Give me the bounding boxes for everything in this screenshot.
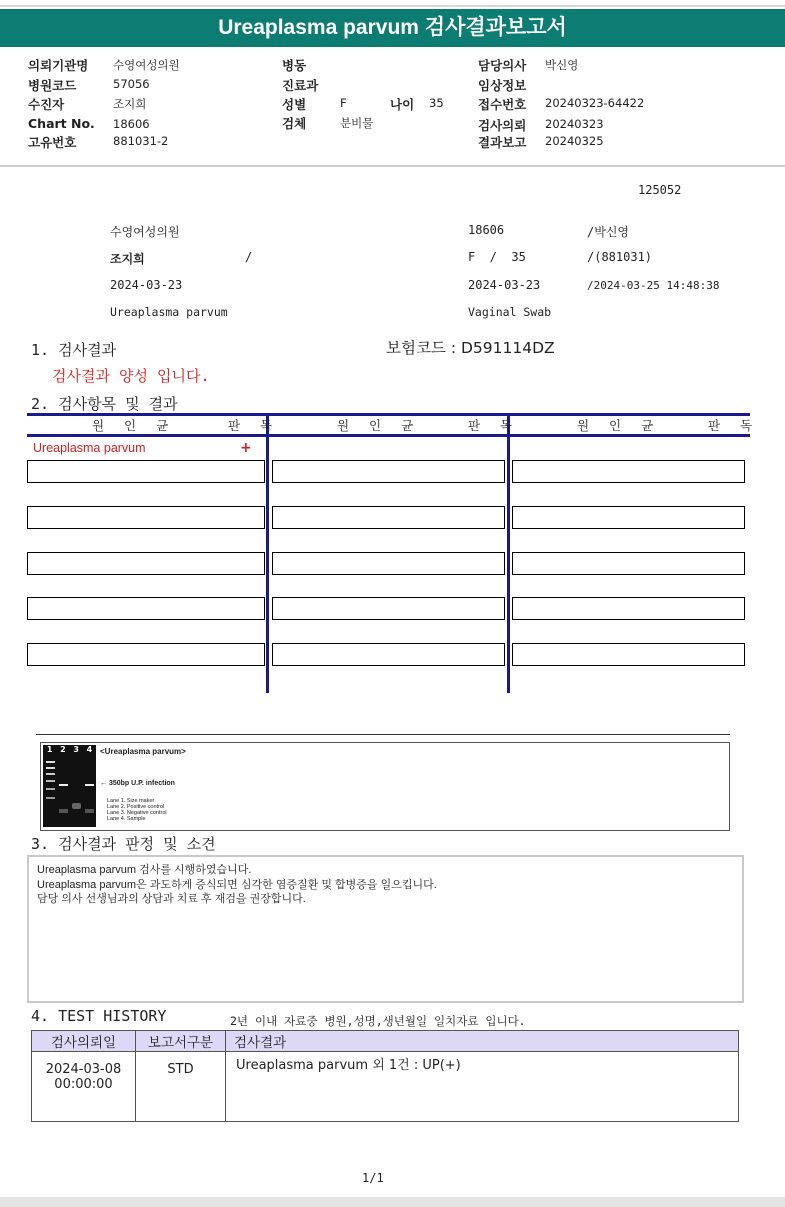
result-cell — [272, 506, 505, 529]
institution-value: 수영여성의원 — [113, 58, 180, 72]
info-date-receipt: 2024-03-23 — [468, 278, 541, 292]
result-item-judge: + — [240, 440, 252, 456]
opinion-line: Ureaplasma parvum 검사를 시행하였습니다. — [37, 864, 252, 876]
dept-label: 진료과 — [282, 78, 319, 93]
clinical-label: 임상정보 — [478, 78, 527, 93]
gel-title: <Ureaplasma parvum> — [100, 747, 186, 756]
result-cell — [512, 460, 745, 483]
footer-bar — [0, 1197, 785, 1207]
col-pathogen-1: 원 인 균 — [92, 418, 177, 433]
gel-band-label: ← 350bp U.P. infection — [100, 780, 175, 787]
specimen-label: 검체 — [282, 116, 307, 131]
result-cell — [272, 460, 505, 483]
lane-number: 2 — [60, 745, 66, 754]
age-label: 나이 — [390, 97, 415, 112]
opinion-line: 담당 의사 선생님과의 상담과 치료 후 재검을 권장합니다. — [37, 893, 306, 905]
insurance-code: 보험코드 : D591114DZ — [386, 339, 555, 357]
chart-value: 18606 — [113, 117, 150, 131]
table-divider-2 — [507, 413, 510, 693]
result-cell — [512, 506, 745, 529]
opinion-box — [27, 855, 744, 1003]
info-institution: 수영여성의원 — [110, 225, 180, 239]
hospital-code-value: 57056 — [113, 77, 150, 91]
info-doctor: /박신영 — [587, 225, 630, 239]
table-row — [32, 1052, 739, 1122]
table-header-rule — [27, 434, 750, 437]
report-code: 125052 — [638, 183, 682, 197]
history-header-result: 검사결과 — [226, 1031, 739, 1052]
gel-legend-item: Lane 1. Size maker — [107, 798, 155, 804]
result-cell — [272, 597, 505, 620]
ward-label: 병동 — [282, 58, 307, 73]
history-header-type: 보고서구분 — [136, 1031, 226, 1052]
report-title: Ureaplasma parvum 검사결과보고서 — [0, 9, 785, 47]
section4-title: 4. TEST HISTORY — [31, 1007, 167, 1025]
receipt-value: 20240323-64422 — [545, 96, 645, 110]
result-cell — [27, 552, 265, 575]
chart-label: Chart No. — [28, 116, 95, 131]
info-datetime-report: /2024-03-25 14:48:38 — [587, 279, 720, 292]
gel-top-rule — [36, 734, 730, 735]
age-value: 35 — [429, 96, 444, 110]
info-date-request: 2024-03-23 — [110, 278, 183, 292]
info-specimen: Vaginal Swab — [468, 305, 552, 319]
col-judge-3: 판 독 — [708, 418, 761, 433]
result-label: 결과보고 — [478, 135, 527, 150]
info-patient-slash: / — [245, 250, 253, 264]
gel-legend-item: Lane 3. Negative control — [107, 810, 167, 816]
col-judge-1: 판 독 — [228, 418, 281, 433]
table-divider-1 — [266, 413, 269, 693]
result-cell — [512, 597, 745, 620]
history-header-date: 검사의뢰일 — [32, 1031, 136, 1052]
section1-title: 1. 검사결과 — [31, 341, 117, 359]
info-test-name: Ureaplasma parvum — [110, 305, 228, 319]
sex-label: 성별 — [282, 97, 307, 112]
result-cell — [512, 552, 745, 575]
result-cell — [272, 552, 505, 575]
result-value: 20240325 — [545, 134, 604, 148]
gel-image — [43, 745, 96, 827]
info-birth: /(881031) — [587, 250, 653, 264]
result-cell — [27, 460, 265, 483]
col-pathogen-2: 원 인 균 — [337, 418, 422, 433]
receipt-label: 접수번호 — [478, 97, 527, 112]
request-label: 검사의뢰 — [478, 118, 527, 133]
result-cell — [27, 506, 265, 529]
result-summary: 검사결과 양성 입니다. — [52, 367, 210, 385]
page-number: 1/1 — [362, 1171, 384, 1185]
col-judge-2: 판 독 — [468, 418, 521, 433]
unique-label: 고유번호 — [28, 135, 77, 150]
info-sex-age: F / 35 — [468, 250, 526, 264]
opinion-line: Ureaplasma parvum은 과도하게 증식되면 심각한 염증질환 및 합병증을 일으킵니다. — [37, 878, 437, 891]
sex-value: F — [340, 96, 347, 110]
lane-number: 3 — [73, 745, 79, 754]
unique-value: 881031-2 — [113, 134, 169, 148]
result-cell — [512, 643, 745, 666]
section3-title: 3. 검사결과 판정 및 소견 — [31, 835, 216, 853]
history-date: 2024-03-08 — [45, 1062, 122, 1077]
gel-legend-item: Lane 4. Sample — [107, 816, 146, 822]
info-chart: 18606 — [468, 223, 505, 237]
hospital-code-label: 병원코드 — [28, 78, 77, 93]
doctor-label: 담당의사 — [478, 58, 527, 73]
institution-label: 의뢰기관명 — [28, 58, 89, 73]
lane-number: 1 — [46, 745, 53, 754]
gel-panel — [40, 742, 730, 831]
section2-title: 2. 검사항목 및 결과 — [31, 395, 178, 413]
history-type: STD — [136, 1052, 226, 1122]
result-cell — [272, 643, 505, 666]
patient-value: 조지희 — [113, 97, 147, 111]
gel-legend-item: Lane 2. Positive control — [107, 804, 165, 810]
history-table — [31, 1030, 739, 1122]
patient-label: 수진자 — [28, 97, 65, 112]
doctor-value: 박신영 — [545, 58, 579, 72]
info-patient: 조지희 — [110, 252, 145, 266]
history-time: 00:00:00 — [54, 1077, 113, 1092]
result-cell — [27, 643, 265, 666]
request-value: 20240323 — [545, 117, 604, 131]
history-note: 2년 이내 자료중 병원,성명,생년월일 일치자료 입니다. — [230, 1014, 526, 1028]
result-item-name: Ureaplasma parvum — [33, 441, 146, 455]
specimen-value: 분비물 — [340, 116, 374, 130]
header-divider — [0, 165, 785, 167]
col-pathogen-3: 원 인 균 — [577, 418, 662, 433]
history-result: Ureaplasma parvum 외 1건 : UP(+) — [226, 1052, 739, 1122]
result-cell — [27, 597, 265, 620]
lane-number: 4 — [86, 745, 93, 754]
